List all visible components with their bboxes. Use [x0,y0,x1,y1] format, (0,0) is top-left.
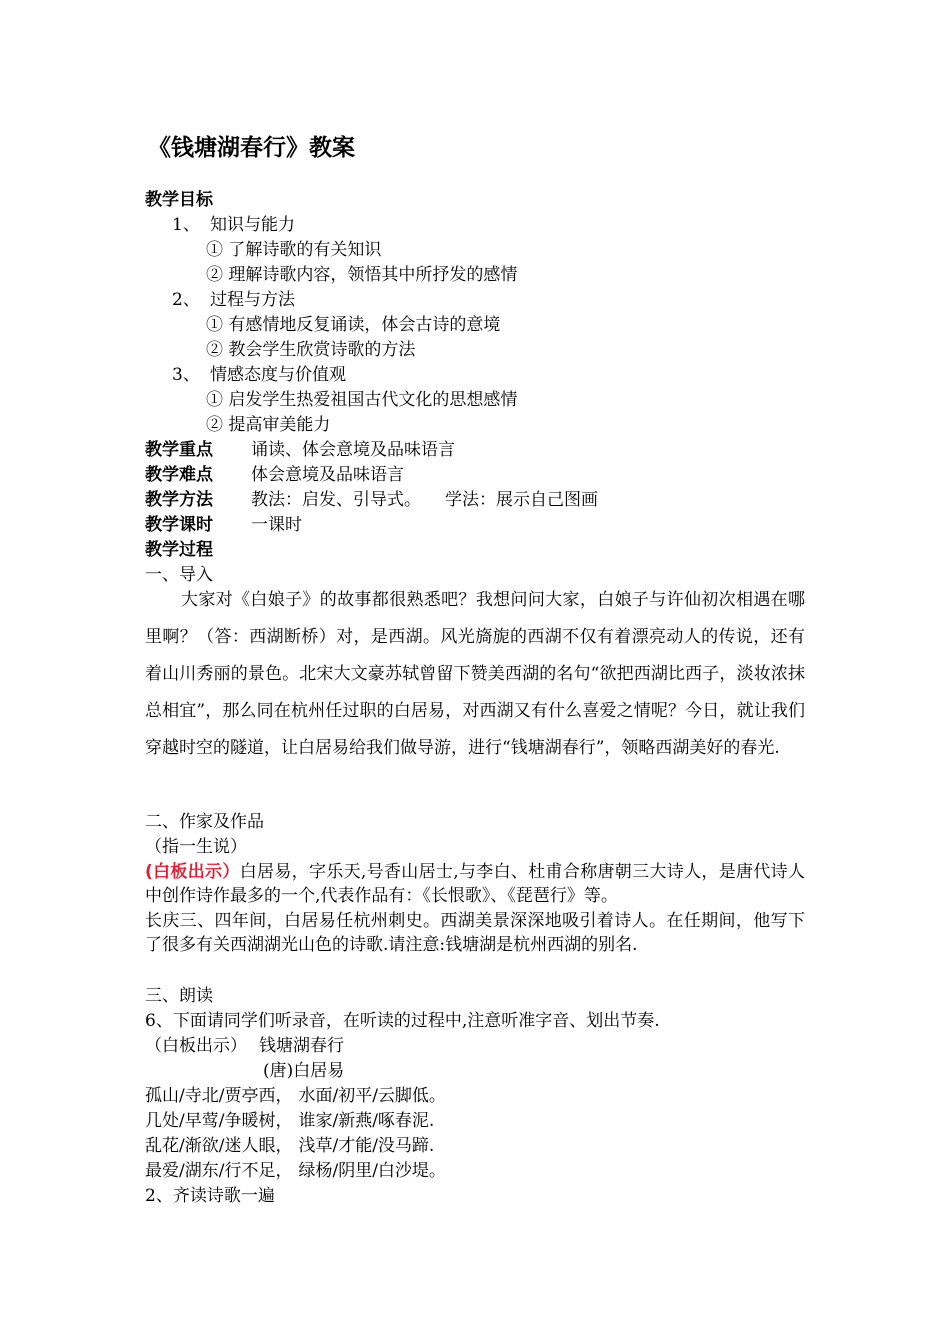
poem-title: 钱塘湖春行 [259,1036,344,1056]
poem-half-line: 绿杨/阴里/白沙堤。 [298,1161,446,1181]
reading-step: 2、齐读诗歌一遍 [145,1186,275,1206]
info-value: 教法：启发、引导式。 [251,490,421,510]
objective-sub-item: ① 启发学生热爱祖国古代文化的思想感情 [206,390,518,410]
objective-label: 过程与方法 [210,290,295,310]
objective-sub-item: ② 教会学生欣赏诗歌的方法 [206,340,416,360]
section-heading: 三、朗读 [145,986,213,1006]
objective-item [172,214,295,236]
poem-line [145,1110,434,1132]
objective-sub-item: ② 提高审美能力 [206,415,331,435]
info-value: 体会意境及品味语言 [251,465,404,485]
objective-sub-item: ① 有感情地反复诵读，体会古诗的意境 [206,315,501,335]
objective-item [172,364,346,386]
poem-half-line: 孤山/寺北/贾亭西， [145,1086,293,1106]
info-row-hours [145,514,302,536]
process-heading: 教学过程 [145,540,213,560]
objective-label: 情感态度与价值观 [210,365,346,385]
poem-half-line: 最爱/湖东/行不足， [145,1161,293,1181]
info-row-difficulty [145,464,404,486]
objective-sub-item: ① 了解诗歌的有关知识 [206,240,382,260]
author-background: 长庆三、四年间，白居易任杭州刺史。西湖美景深深地吸引着诗人。在任期间，他写下了很多有关西湖湖光山色的诗歌.请注意:钱塘湖是杭州西湖的别名. [145,911,805,955]
info-row-focus [145,439,455,461]
intro-paragraph: 大家对《白娘子》的故事都很熟悉吧？我想问问大家，白娘子与许仙初次相遇在哪里啊？（答：西湖断桥）对，是西湖。风光旖旎的西湖不仅有着漂亮动人的传说，还有着山川秀丽的景色。北宋大文豪苏轼曾留下赞美西湖的名句“欲把西湖比西子，淡妆浓抹总相宜”，那么同在杭州任过职的白居易，对西湖又有什么喜爱之情呢？今日，就让我们穿越时空的隧道，让白居易给我们做导游，进行“钱塘湖春行”，领略西湖美好的春光. [145,590,805,758]
info-label: 教学难点 [145,465,213,485]
objective-sub-item: ② 理解诗歌内容，领悟其中所抒发的感情 [206,265,518,285]
section-heading: 二、作家及作品 [145,812,264,832]
poem-line [145,1135,434,1157]
info-label: 教学重点 [145,440,213,460]
poem-half-line: 浅草/才能/没马蹄. [298,1136,435,1156]
poem-half-line: 几处/早莺/争暖树， [145,1111,293,1131]
info-label: 教学方法 [145,490,213,510]
objective-number: 1、 [172,215,200,235]
author-intro [145,860,805,908]
whiteboard-tag: (白板出示） [145,862,240,882]
info-value: 诵读、体会意境及品味语言 [251,440,455,460]
objectives-heading: 教学目标 [145,190,213,210]
poem-line [145,1085,446,1107]
objective-label: 知识与能力 [210,215,295,235]
section-note: （指一生说） [145,837,247,857]
objective-number: 2、 [172,290,200,310]
info-row-method [145,489,598,511]
poem-half-line: 水面/初平/云脚低。 [298,1086,446,1106]
info-value-secondary: 学法：展示自己图画 [445,490,598,510]
objective-item [172,289,295,311]
poem-tag: （白板出示） [145,1036,247,1056]
poem-half-line: 谁家/新燕/啄春泥. [298,1111,435,1131]
objective-number: 3、 [172,365,200,385]
poem-half-line: 乱花/渐欲/迷人眼， [145,1136,293,1156]
page-title: 《钱塘湖春行》教案 [148,135,355,161]
poem-author: (唐)白居易 [263,1061,345,1081]
reading-instruction: 6、下面请同学们听录音，在听读的过程中,注意听准字音、划出节奏. [145,1011,660,1031]
poem-title-line [145,1035,344,1057]
info-label: 教学课时 [145,515,213,535]
author-text: 白居易，字乐天,号香山居士,与李白、杜甫合称唐朝三大诗人，是唐代诗人中创作诗作最多的一个,代表作品有：《长恨歌》、《琵琶行》等。 [145,862,805,906]
info-value: 一课时 [251,515,302,535]
poem-line [145,1160,446,1182]
section-heading: 一、导入 [145,565,213,585]
